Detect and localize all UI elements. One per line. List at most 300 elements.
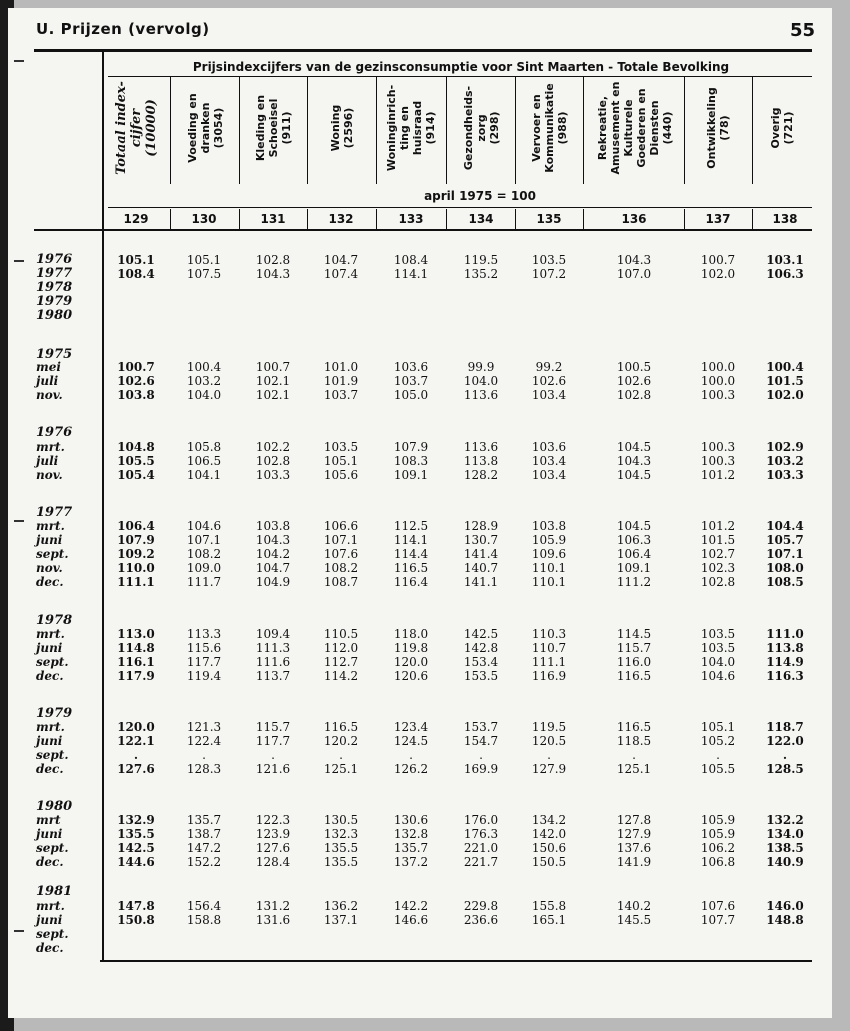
table-cell: 106.6 [323, 519, 359, 533]
table-cell: 132.8 [393, 827, 429, 841]
row-year-label: 1976 [36, 252, 73, 267]
table-cell: 114.2 [323, 669, 359, 683]
margin-mark [14, 260, 24, 262]
table-cell: 141.4 [463, 547, 499, 561]
table-cell: 124.5 [393, 734, 429, 748]
table-cell: 101.2 [700, 468, 736, 482]
margin-mark [14, 930, 24, 932]
table-cell: 108.2 [323, 561, 359, 575]
table-cell: 100.7 [700, 253, 736, 267]
row-period-label: dec. [36, 575, 64, 589]
table-cell: 102.6 [117, 374, 155, 388]
table-cell: 221.0 [463, 841, 499, 855]
table-cell: 116.5 [323, 720, 359, 734]
table-cell: 105.1 [117, 253, 155, 267]
colnum-divider [376, 209, 377, 229]
table-cell: 103.5 [700, 641, 736, 655]
column-divider [684, 77, 685, 184]
table-cell: . [632, 748, 636, 762]
table-cell: 103.5 [531, 253, 567, 267]
table-cell: 103.3 [766, 468, 804, 482]
row-period-label: juni [36, 913, 63, 927]
base-rule [108, 207, 812, 208]
table-cell: 111.7 [186, 575, 222, 589]
column-number: 132 [328, 212, 354, 226]
column-number: 138 [772, 212, 798, 226]
table-cell: 137.6 [616, 841, 652, 855]
table-cell: 104.1 [186, 468, 222, 482]
table-cell: 104.4 [766, 519, 804, 533]
table-cell: 119.5 [531, 720, 567, 734]
table-cell: 158.8 [186, 913, 222, 927]
table-cell: . [547, 748, 551, 762]
table-cell: 113.6 [463, 440, 499, 454]
table-cell: 104.3 [255, 267, 291, 281]
table-cell: 106.3 [616, 533, 652, 547]
table-cell: 103.5 [700, 627, 736, 641]
table-cell: 102.8 [255, 454, 291, 468]
table-cell: 109.2 [117, 547, 155, 561]
table-cell: 103.2 [766, 454, 804, 468]
table-cell: 104.0 [463, 374, 499, 388]
table-cell: 156.4 [186, 899, 222, 913]
table-cell: 155.8 [531, 899, 567, 913]
table-cell: 110.0 [117, 561, 155, 575]
colnum-divider [307, 209, 308, 229]
table-cell: 111.1 [117, 575, 155, 589]
table-cell: 146.6 [393, 913, 429, 927]
table-cell: 106.8 [700, 855, 736, 869]
table-cell: 111.3 [255, 641, 291, 655]
table-cell: 105.1 [700, 720, 736, 734]
table-cell: 122.4 [186, 734, 222, 748]
table-cell: 107.1 [323, 533, 359, 547]
table-cell: 105.2 [700, 734, 736, 748]
column-number: 134 [468, 212, 494, 226]
table-cell: 153.7 [463, 720, 499, 734]
column-divider [515, 77, 516, 184]
table-cell: 140.7 [463, 561, 499, 575]
table-cell: 106.2 [700, 841, 736, 855]
table-cell: 116.5 [393, 561, 429, 575]
table-cell: 100.3 [700, 388, 736, 402]
margin-mark [14, 60, 24, 62]
table-cell: 101.5 [766, 374, 804, 388]
table-cell: 108.0 [766, 561, 804, 575]
table-cell: 102.2 [255, 440, 291, 454]
table-cell: 102.3 [700, 561, 736, 575]
table-cell: 106.4 [117, 519, 155, 533]
row-period-label: sept. [36, 841, 69, 855]
table-cell: 100.0 [700, 360, 736, 374]
table-cell: 138.7 [186, 827, 222, 841]
row-period-label: sept. [36, 748, 69, 762]
colnum-divider [684, 209, 685, 229]
column-divider [752, 77, 753, 184]
table-cell: 104.7 [255, 561, 291, 575]
row-period-label: mrt [36, 813, 61, 827]
table-cell: 102.1 [255, 388, 291, 402]
table-cell: 101.5 [700, 533, 736, 547]
row-period-label: juli [36, 374, 59, 388]
table-cell: 132.3 [323, 827, 359, 841]
table-cell: 127.6 [117, 762, 155, 776]
table-cell: 103.8 [117, 388, 155, 402]
table-cell: 236.6 [463, 913, 499, 927]
row-year-label: 1978 [36, 280, 73, 295]
table-cell: 125.1 [616, 762, 652, 776]
row-year-label: 1979 [36, 294, 73, 309]
table-cell: 107.7 [700, 913, 736, 927]
table-cell: 137.2 [393, 855, 429, 869]
table-cell: 105.9 [700, 813, 736, 827]
table-cell: 101.2 [700, 519, 736, 533]
row-period-label: mrt. [36, 519, 65, 533]
header-rule [108, 76, 812, 77]
table-cell: 154.7 [463, 734, 499, 748]
table-cell: 113.8 [766, 641, 804, 655]
row-year-label: 1980 [36, 308, 73, 323]
column-header: Rekreatie, Amusement en Kulturele Goederen en Diensten (440) [596, 81, 674, 175]
table-cell: 140.9 [766, 855, 804, 869]
table-cell: 105.5 [700, 762, 736, 776]
table-cell: 117.7 [255, 734, 291, 748]
table-cell: . [782, 748, 788, 762]
table-cell: 169.9 [463, 762, 499, 776]
table-cell: 100.3 [700, 440, 736, 454]
table-cell: 145.5 [616, 913, 652, 927]
row-year-label: 1980 [36, 799, 73, 814]
table-cell: 108.7 [323, 575, 359, 589]
table-cell: 103.5 [323, 440, 359, 454]
table-cell: 110.5 [323, 627, 359, 641]
table-cell: 107.2 [531, 267, 567, 281]
table-cell: 112.0 [323, 641, 359, 655]
table-cell: 135.7 [186, 813, 222, 827]
table-cell: . [133, 748, 139, 762]
table-cell: 137.1 [323, 913, 359, 927]
row-period-label: nov. [36, 388, 63, 402]
table-cell: 105.7 [766, 533, 804, 547]
table-cell: 109.0 [186, 561, 222, 575]
table-cell: 99.9 [467, 360, 495, 374]
table-cell: 120.5 [531, 734, 567, 748]
table-cell: 116.3 [766, 669, 804, 683]
table-cell: 141.9 [616, 855, 652, 869]
table-cell: 100.5 [616, 360, 652, 374]
table-cell: 114.9 [766, 655, 804, 669]
table-cell: 110.3 [531, 627, 567, 641]
table-cell: 111.0 [766, 627, 804, 641]
table-cell: 107.1 [766, 547, 804, 561]
table-cell: 146.0 [766, 899, 804, 913]
page-title: U. Prijzen (vervolg) [36, 20, 210, 38]
table-cell: 113.7 [255, 669, 291, 683]
table-cell: 108.4 [117, 267, 155, 281]
table-cell: 103.4 [531, 454, 567, 468]
row-period-label: juni [36, 734, 63, 748]
column-header: Overig (721) [769, 107, 795, 149]
table-cell: 110.7 [531, 641, 567, 655]
table-cell: 104.0 [700, 655, 736, 669]
row-period-label: dec. [36, 855, 64, 869]
table-cell: 119.8 [393, 641, 429, 655]
colnum-rule [34, 229, 812, 231]
colnum-divider [446, 209, 447, 229]
table-cell: 176.0 [463, 813, 499, 827]
table-cell: 104.3 [616, 253, 652, 267]
bottom-rule [100, 960, 812, 962]
table-cell: . [479, 748, 483, 762]
table-cell: 147.2 [186, 841, 222, 855]
table-cell: 105.6 [323, 468, 359, 482]
table-cell: 132.9 [117, 813, 155, 827]
table-cell: 142.5 [117, 841, 155, 855]
column-number: 135 [536, 212, 562, 226]
row-period-label: mrt. [36, 440, 65, 454]
table-cell: 118.7 [766, 720, 804, 734]
table-cell: 128.9 [463, 519, 499, 533]
table-cell: 102.1 [255, 374, 291, 388]
row-period-label: nov. [36, 561, 63, 575]
column-number: 137 [705, 212, 731, 226]
table-cell: 105.1 [186, 253, 222, 267]
table-cell: 100.7 [255, 360, 291, 374]
table-cell: 116.4 [393, 575, 429, 589]
column-header: Ontwikkeling (78) [705, 87, 731, 169]
table-cell: 104.5 [616, 519, 652, 533]
table-cell: 105.4 [117, 468, 155, 482]
table-cell: 100.3 [700, 454, 736, 468]
table-cell: 135.7 [393, 841, 429, 855]
table-cell: 134.0 [766, 827, 804, 841]
colnum-divider [239, 209, 240, 229]
table-cell: 104.7 [323, 253, 359, 267]
table-cell: 141.1 [463, 575, 499, 589]
table-cell: 130.7 [463, 533, 499, 547]
table-cell: 119.5 [463, 253, 499, 267]
table-cell: 103.1 [766, 253, 804, 267]
table-cell: 113.3 [186, 627, 222, 641]
column-divider [307, 77, 308, 184]
table-cell: 135.5 [323, 841, 359, 855]
table-cell: 140.2 [616, 899, 652, 913]
column-number: 136 [621, 212, 647, 226]
table-cell: 101.0 [323, 360, 359, 374]
table-cell: 102.0 [766, 388, 804, 402]
row-period-label: juni [36, 533, 63, 547]
row-year-label: 1977 [36, 266, 73, 281]
table-cell: 102.0 [700, 267, 736, 281]
row-period-label: nov. [36, 468, 63, 482]
table-cell: 111.2 [616, 575, 652, 589]
table-cell: 100.0 [700, 374, 736, 388]
table-cell: 116.1 [117, 655, 155, 669]
table-cell: . [271, 748, 275, 762]
table-cell: 109.1 [393, 468, 429, 482]
column-header: Totaal index- cijfer (10000) [113, 81, 159, 175]
table-cell: 109.4 [255, 627, 291, 641]
table-cell: 130.5 [323, 813, 359, 827]
table-cell: 104.2 [255, 547, 291, 561]
table-cell: 120.6 [393, 669, 429, 683]
table-cell: 150.6 [531, 841, 567, 855]
column-header: Gezondheids- zorg (298) [461, 85, 501, 171]
table-cell: 118.5 [616, 734, 652, 748]
table-cell: 107.6 [323, 547, 359, 561]
row-period-label: mei [36, 360, 61, 374]
table-cell: 150.8 [117, 913, 155, 927]
table-cell: 148.8 [766, 913, 804, 927]
table-cell: 102.8 [616, 388, 652, 402]
column-divider [446, 77, 447, 184]
table-cell: 109.6 [531, 547, 567, 561]
table-cell: 176.3 [463, 827, 499, 841]
table-cell: 127.9 [531, 762, 567, 776]
table-cell: 121.6 [255, 762, 291, 776]
table-cell: 108.5 [766, 575, 804, 589]
table-cell: 104.5 [616, 468, 652, 482]
table-cell: 229.8 [463, 899, 499, 913]
table-cell: 125.1 [323, 762, 359, 776]
table-cell: . [716, 748, 720, 762]
colnum-divider [752, 209, 753, 229]
table-cell: 103.7 [323, 388, 359, 402]
table-cell: 105.9 [700, 827, 736, 841]
table-cell: 111.1 [531, 655, 567, 669]
table-cell: 102.6 [531, 374, 567, 388]
table-cell: 150.5 [531, 855, 567, 869]
table-cell: 122.1 [117, 734, 155, 748]
table-cell: 104.3 [255, 533, 291, 547]
table-cell: 121.3 [186, 720, 222, 734]
table-cell: 144.6 [117, 855, 155, 869]
table-cell: 142.0 [531, 827, 567, 841]
table-cell: 135.5 [323, 855, 359, 869]
table-cell: 104.0 [186, 388, 222, 402]
column-number: 131 [260, 212, 286, 226]
table-cell: 105.0 [393, 388, 429, 402]
column-header: Voeding en dranken (3054) [185, 93, 225, 163]
table-cell: 102.7 [700, 547, 736, 561]
table-cell: 108.2 [186, 547, 222, 561]
table-cell: 114.8 [117, 641, 155, 655]
table-cell: 153.5 [463, 669, 499, 683]
table-cell: 128.4 [255, 855, 291, 869]
column-divider [239, 77, 240, 184]
margin-mark [14, 520, 24, 522]
table-cell: 128.5 [766, 762, 804, 776]
row-period-label: sept. [36, 547, 69, 561]
column-header: Woning (2596) [329, 104, 355, 152]
table-cell: 118.0 [393, 627, 429, 641]
table-cell: 102.6 [616, 374, 652, 388]
table-cell: 103.4 [531, 388, 567, 402]
table-cell: 108.4 [393, 253, 429, 267]
table-cell: 113.0 [117, 627, 155, 641]
table-cell: 132.2 [766, 813, 804, 827]
table-cell: 107.4 [323, 267, 359, 281]
row-period-label: juli [36, 454, 59, 468]
table-cell: 123.9 [255, 827, 291, 841]
column-divider [583, 77, 584, 184]
table-cell: 101.9 [323, 374, 359, 388]
table-header: Prijsindexcijfers van de gezinsconsumptie voor Sint Maarten - Totale Bevolking [192, 60, 730, 74]
table-cell: 142.5 [463, 627, 499, 641]
table-cell: 102.8 [700, 575, 736, 589]
table-cell: 138.5 [766, 841, 804, 855]
table-cell: 117.7 [186, 655, 222, 669]
column-number: 130 [191, 212, 217, 226]
row-period-label: mrt. [36, 720, 65, 734]
table-cell: . [339, 748, 343, 762]
table-cell: 122.0 [766, 734, 804, 748]
row-period-label: dec. [36, 762, 64, 776]
table-cell: 103.6 [531, 440, 567, 454]
page-number: 55 [790, 20, 816, 41]
table-cell: 108.3 [393, 454, 429, 468]
table-cell: 120.2 [323, 734, 359, 748]
row-period-label: sept. [36, 655, 69, 669]
table-cell: 110.1 [531, 561, 567, 575]
table-cell: 103.3 [255, 468, 291, 482]
table-cell: 106.5 [186, 454, 222, 468]
table-cell: 120.0 [393, 655, 429, 669]
table-cell: 130.6 [393, 813, 429, 827]
table-cell: 153.4 [463, 655, 499, 669]
row-period-label: juni [36, 827, 63, 841]
row-year-label: 1978 [36, 613, 73, 628]
table-cell: 115.7 [616, 641, 652, 655]
colnum-divider [583, 209, 584, 229]
table-cell: 128.3 [186, 762, 222, 776]
table-cell: 116.5 [616, 669, 652, 683]
table-cell: 117.9 [117, 669, 155, 683]
table-cell: 107.0 [616, 267, 652, 281]
table-cell: 165.1 [531, 913, 567, 927]
top-rule [34, 49, 812, 52]
table-cell: 127.8 [616, 813, 652, 827]
table-cell: 136.2 [323, 899, 359, 913]
table-cell: 114.1 [393, 267, 429, 281]
table-cell: 119.4 [186, 669, 222, 683]
table-cell: 106.4 [616, 547, 652, 561]
row-year-label: 1975 [36, 347, 73, 362]
table-cell: 127.6 [255, 841, 291, 855]
table-cell: 113.8 [463, 454, 499, 468]
table-cell: 122.3 [255, 813, 291, 827]
table-cell: 111.6 [255, 655, 291, 669]
column-divider [170, 77, 171, 184]
table-cell: 103.7 [393, 374, 429, 388]
table-cell: 104.9 [255, 575, 291, 589]
table-cell: 105.5 [117, 454, 155, 468]
table-cell: 114.5 [616, 627, 652, 641]
table-cell: 100.4 [186, 360, 222, 374]
table-cell: 107.9 [393, 440, 429, 454]
table-cell: 112.7 [323, 655, 359, 669]
table-cell: 104.8 [117, 440, 155, 454]
colnum-divider [515, 209, 516, 229]
table-cell: 128.2 [463, 468, 499, 482]
table-cell: 107.6 [700, 899, 736, 913]
row-year-label: 1977 [36, 505, 73, 520]
table-cell: 142.8 [463, 641, 499, 655]
table-cell: 112.5 [393, 519, 429, 533]
table-cell: 114.1 [393, 533, 429, 547]
table-cell: 100.7 [117, 360, 155, 374]
table-cell: 104.6 [700, 669, 736, 683]
